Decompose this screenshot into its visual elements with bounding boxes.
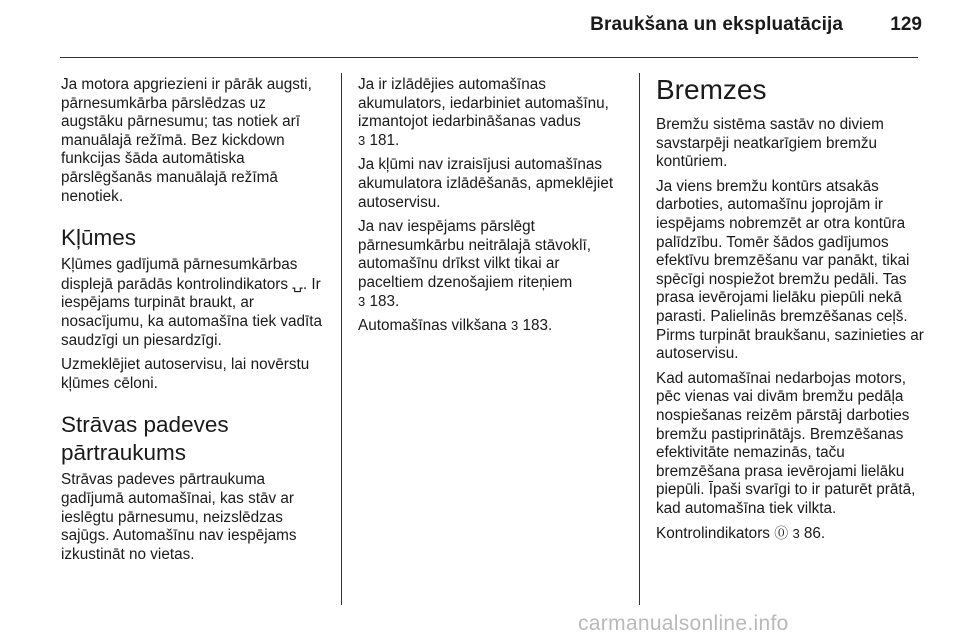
paragraph-circuit-failure: Ja viens bremžu kontūrs atsakās darboties, automašīnu joprojām ir iespējams nobremzēt ar otra kontūra palīdzību. Tomēr šādos gadījumos efektīvu bremzēšanu var panākt, tikai spēcīgi nospiežot bremžu pedāli. Tas prasa ievērojami lielāku piepūli nekā parasti. Palielinās bremzēšanas ceļš. Pirms turpināt braukšanu, sazinieties ar autoservisu. <box>656 177 924 363</box>
paragraph-power-interruption: Strāvas padeves pārtraukuma gadījumā automašīnai, kas stāv ar ieslēgtu pārnesumu, neizslēdzas sajūgs. Automašīnu nav iespējams izkustināt no vietas. <box>61 471 297 563</box>
page-reference-arrow-icon: 3 <box>358 132 366 148</box>
paragraph-text: Ja ir izlādējies automašīnas akumulators, iedarbiniet automašīnu, izmantojot iedarbināšanas vadus <box>358 76 609 131</box>
column-2 <box>358 76 626 342</box>
column-1 <box>61 76 331 570</box>
paragraph-fault-indicator <box>61 256 331 350</box>
paragraph-service: Uzmeklējiet autoservisu, lai novērstu kļūmes cēloni. <box>61 356 310 392</box>
page-reference[interactable]: 183. <box>365 292 400 310</box>
brake-warning-icon: ⓪ <box>774 525 789 542</box>
paragraph-battery: Ja kļūmi nav izraisījusi automašīnas akumulatora izlādēšanās, apmeklējiet autoservisu. <box>358 156 614 211</box>
column-divider-2 <box>639 73 640 605</box>
column-3 <box>656 74 924 550</box>
paragraph-text: Kontrolindikators <box>656 525 775 543</box>
page-header <box>0 0 960 60</box>
header-rule <box>60 57 918 58</box>
paragraph-brake-circuits: Bremžu sistēma sastāv no diviem savstarpēji neatkarīgiem bremžu kontūriem. <box>656 116 884 171</box>
page-reference-arrow-icon: 3 <box>358 293 366 309</box>
heading-klumes: Kļūmes <box>61 225 137 251</box>
running-title: Braukšana un ekspluatācija <box>590 14 843 35</box>
page-reference-arrow-icon: 3 <box>792 526 800 542</box>
paragraph-text: Ja nav iespējams pārslēgt pārnesumkārbu neitrālajā stāvoklī, automašīnu drīkst vilkt tikai ar paceltiem dzenošajiem riteņiem <box>358 218 591 291</box>
page-reference-arrow-icon: 3 <box>511 318 519 334</box>
paragraph-engine-off: Kad automašīnai nedarbojas motors, pēc vienas vai divām bremžu pedāļa nospiešanas reizēm pārstāj darboties bremžu pastiprinātājs. Bremzēšanas efektivitāte nemazinās, taču bremzēšana prasa ievērojami lielāku piepūli. Īpaši svarīgi to ir paturēt prātā, kad automašīna tiek vilkta. <box>656 369 916 517</box>
column-divider-1 <box>341 73 342 605</box>
paragraph-towing-raised <box>358 218 626 311</box>
transmission-fault-icon: ⍽ <box>292 275 303 292</box>
heading-power-interruption: Strāvas padeves pārtraukums <box>61 412 229 466</box>
paragraph-text: . Ir iespējams turpināt braukt, ar nosacījumu, ka automašīna tiek vadīta saudzīgi un piesardzīgi. <box>61 275 323 349</box>
page-number: 129 <box>890 14 922 35</box>
paragraph-text: Kļūmes gadījumā pārnesumkārbas displejā parādās kontrolindikators <box>61 256 298 293</box>
page-reference[interactable]: 183. <box>518 317 553 335</box>
heading-bremzes: Bremzes <box>656 74 767 105</box>
paragraph-towing <box>358 317 626 336</box>
watermark: carmanualsonline.info <box>578 612 789 635</box>
paragraph-jump-start <box>358 76 626 150</box>
page-reference[interactable]: 86. <box>799 525 826 543</box>
paragraph-text: Automašīnas vilkšana <box>358 317 512 335</box>
page-reference[interactable]: 181. <box>365 131 400 149</box>
paragraph-upshift: Ja motora apgriezieni ir pārāk augsti, pārnesumkārba pārslēdzas uz augstāku pārnesumu; tas notiek arī manuālajā režīmā. Bez kickdown funkcijas šāda automātiska pārslēgšanās manuālajā režīmā nenotiek. <box>61 76 312 205</box>
paragraph-brake-indicator <box>656 524 924 544</box>
